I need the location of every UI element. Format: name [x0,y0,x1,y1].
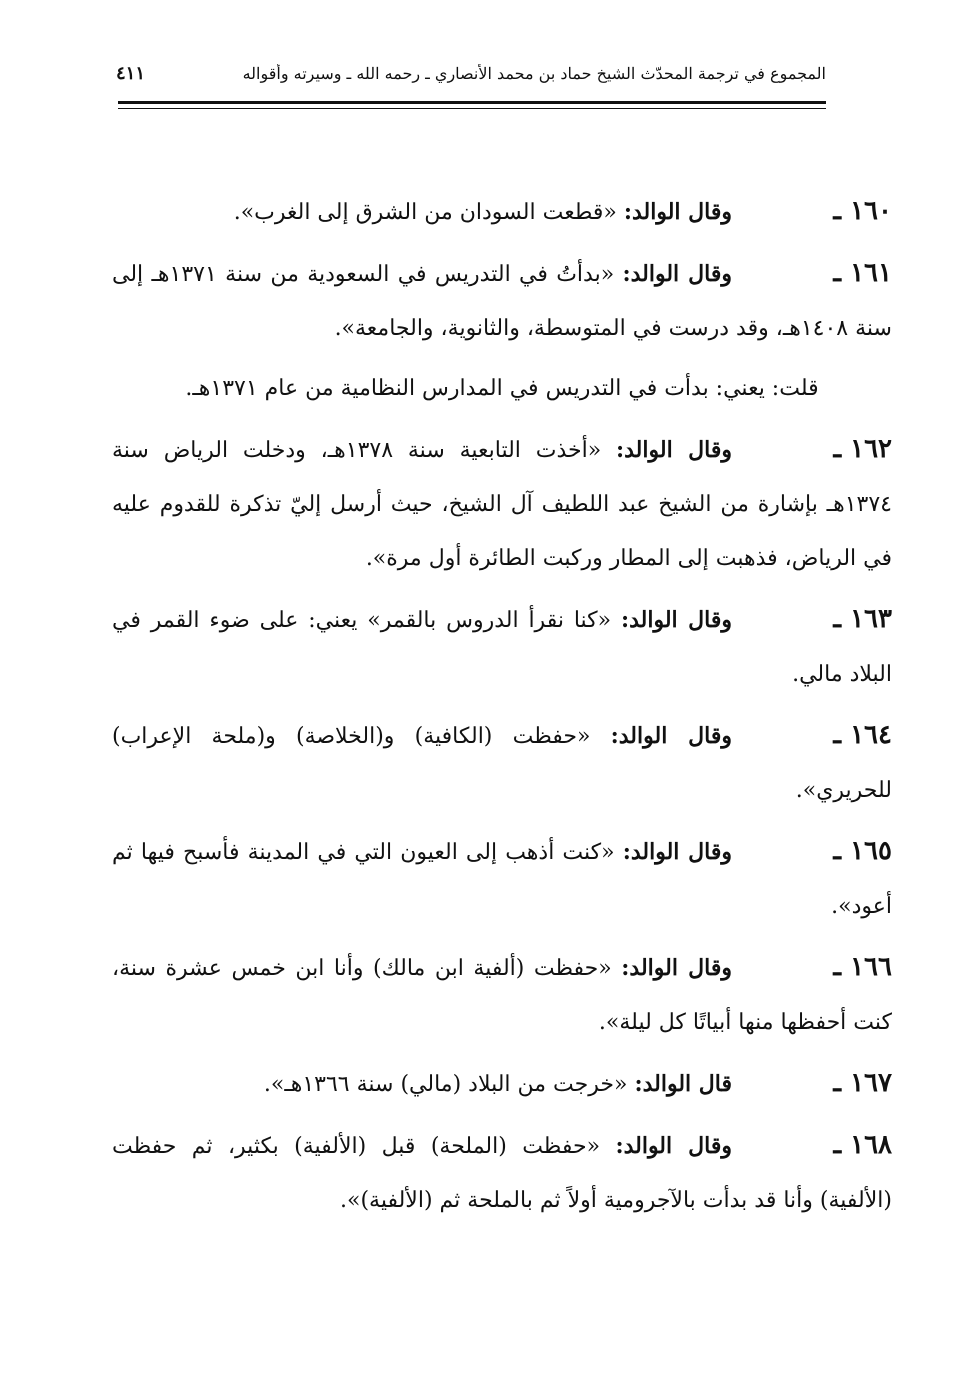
header-rule-thick [118,101,826,104]
entry-text: «قطعت السودان من الشرق إلى الغرب». [233,200,624,225]
entry-165 [112,824,892,934]
entry-text: «حفظت (ألفية ابن مالك) وأنا ابن خمس عشرة سنة، كنت أحفظها منها أبياتًا كل ليلة». [112,956,892,1035]
entry-lead: وقال الوالد: [616,437,733,463]
entry-lead: وقال الوالد: [610,723,732,749]
page-number: ٤١١ [116,62,146,84]
entry-number: ١٦٧ ـ [833,1068,892,1098]
entry-text: «كنا نقرأ الدروس بالقمر» يعني: على ضوء القمر في البلاد مالي. [112,608,892,687]
entry-number: ١٦٠ ـ [833,196,892,226]
entry-164 [112,708,892,818]
entry-160 [112,184,892,240]
entry-lead: قال الوالد: [634,1071,732,1097]
entry-161 [112,246,892,356]
running-header [116,56,826,90]
entry-number: ١٦٢ ـ [833,434,893,464]
entry-lead: وقال الوالد: [623,199,732,225]
entry-number: ١٦٦ ـ [833,952,892,982]
entry-lead: وقال الوالد: [621,955,732,981]
entry-text: «خرجت من البلاد (مالي) سنة ١٣٦٦هـ». [263,1072,635,1097]
entry-text: «بدأتُ في التدريس في السعودية من سنة ١٣٧١هـ إلى سنة ١٤٠٨هـ، وقد درست في المتوسطة، والثانوية، والجامعة». [112,262,892,341]
entry-number: ١٦٨ ـ [833,1130,893,1160]
entry-lead: وقال الوالد: [622,839,732,865]
entry-162 [112,422,892,586]
entry-lead: وقال الوالد: [622,261,732,287]
entry-167 [112,1056,892,1112]
entry-number: ١٦١ ـ [833,258,892,288]
entry-text: «حفظت (الملحة) قبل (الألفية) بكثير، ثم حفظت (الألفية) وأنا قد بدأت بالآجرومية أولاً ثم بالملحة ثم (الألفية)». [112,1134,892,1213]
entry-text: «أخذت التابعية سنة ١٣٧٨هـ، ودخلت الرياض سنة ١٣٧٤هـ بإشارة من الشيخ عبد اللطيف آل الشيخ، حيث أرسل إليّ تذكرة للقدوم عليه في الرياض، فذهبت إلى المطار وركبت الطائرة أول مرة». [112,438,892,571]
entry-163 [112,592,892,702]
header-rule-thin [118,108,826,109]
entry-168 [112,1118,892,1228]
entry-lead: وقال الوالد: [615,1133,733,1159]
editor-note: قلت: يعني: بدأت في التدريس في المدارس النظامية من عام ١٣٧١هـ. [185,376,819,401]
header-title: المجموع في ترجمة المحدّث الشيخ حماد بن محمد الأنصاري ـ رحمه الله ـ وسيرته وأقواله [242,63,826,83]
entry-text: «حفظت (الكافية) و(الخلاصة) و(ملحة الإعراب) للحريري». [112,724,892,803]
entry-number: ١٦٥ ـ [833,836,892,866]
entry-lead: وقال الوالد: [620,607,732,633]
entry-number: ١٦٣ ـ [833,604,892,634]
entry-number: ١٦٤ ـ [833,720,892,750]
entry-text: «كنت أذهب إلى العيون التي في المدينة فأسبح فيها ثم أعود». [112,840,892,919]
entry-166 [112,940,892,1050]
page-body [112,184,892,1234]
